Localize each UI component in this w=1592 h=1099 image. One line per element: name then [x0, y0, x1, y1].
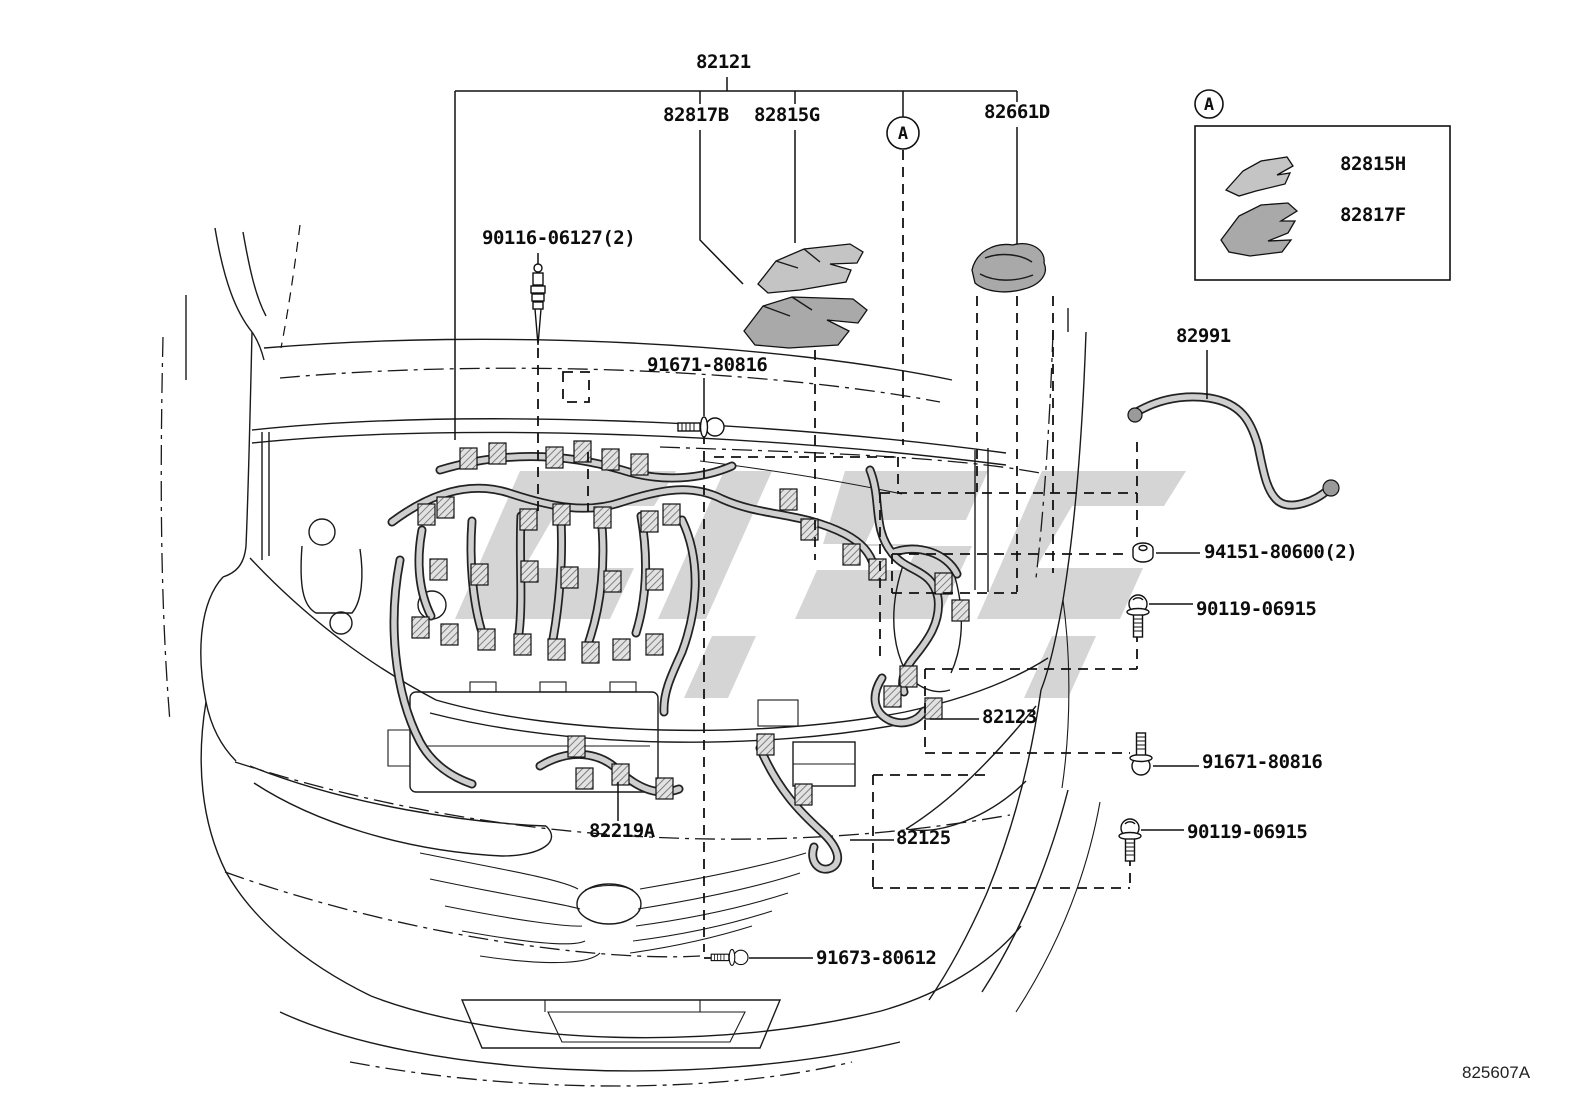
part-callout-82125[interactable]: 82125 — [896, 827, 951, 849]
part-callout-82123[interactable]: 82123 — [982, 706, 1037, 728]
part-callout-82815G[interactable]: 82815G — [754, 104, 820, 126]
detail-a-box — [1195, 126, 1450, 280]
wiring-harness — [392, 397, 1329, 869]
wire-end-cap — [1323, 480, 1339, 496]
bracket-parts — [744, 244, 1045, 348]
part-callout-90119-06915-b[interactable]: 90119-06915 — [1187, 821, 1308, 843]
bolt-91671-a-glyph — [678, 417, 724, 437]
protector-82815G-part — [758, 244, 863, 293]
stud-90116-glyph — [531, 264, 545, 345]
part-callout-91671-80816-b[interactable]: 91671-80816 — [1202, 751, 1323, 773]
bolt-90119-b-glyph — [1119, 819, 1141, 861]
part-callout-82661D[interactable]: 82661D — [984, 101, 1050, 123]
part-callout-82121[interactable]: 82121 — [696, 51, 751, 73]
part-callout-82817B[interactable]: 82817B — [663, 104, 729, 126]
part-callout-94151-80600[interactable]: 94151-80600(2) — [1204, 541, 1358, 563]
car-body-outline — [161, 225, 1100, 1086]
part-callout-91673-80612[interactable]: 91673-80612 — [816, 947, 937, 969]
part-callout-82991[interactable]: 82991 — [1176, 325, 1231, 347]
wire-end-cap — [1128, 408, 1142, 422]
detail-marker-a-main: A — [897, 124, 909, 144]
bolt-91671-b-glyph — [1130, 733, 1152, 775]
part-callout-90116-06127[interactable]: 90116-06127(2) — [482, 227, 636, 249]
part-callout-91671-80816-a[interactable]: 91671-80816 — [647, 354, 768, 376]
detail-marker-a-ref: A — [1203, 95, 1215, 115]
drawing-number: 825607A — [1462, 1063, 1531, 1082]
part-callout-82817F[interactable]: 82817F — [1340, 204, 1406, 226]
bolt-90119-a-glyph — [1127, 595, 1149, 637]
part-callout-82219A[interactable]: 82219A — [589, 820, 655, 842]
part-callout-82815H[interactable]: 82815H — [1340, 153, 1406, 175]
connector-82661D-part — [972, 244, 1045, 292]
part-callout-90119-06915-a[interactable]: 90119-06915 — [1196, 598, 1317, 620]
nut-94151-glyph — [1133, 543, 1153, 562]
protector-82817B-part — [744, 297, 867, 348]
bolt-91673-glyph — [711, 949, 748, 965]
